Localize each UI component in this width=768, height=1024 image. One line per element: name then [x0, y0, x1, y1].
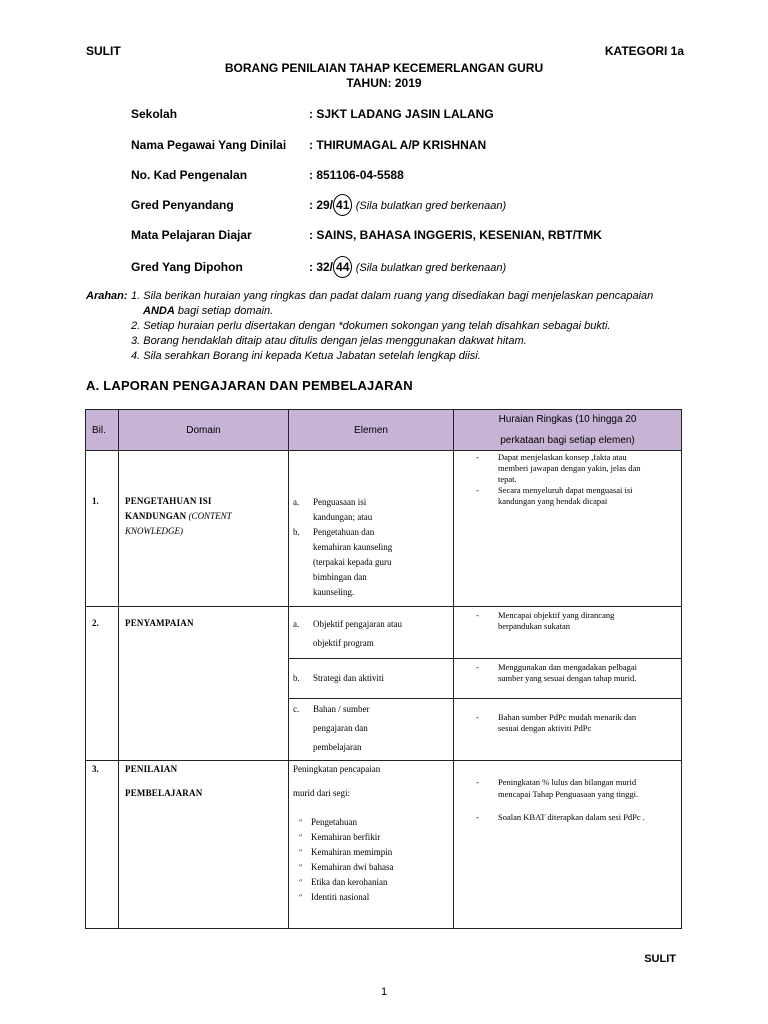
row3-hur-dash-1: - — [476, 777, 479, 787]
row3-bullet-icon: ″ — [299, 818, 303, 827]
row1-bil: 1. — [86, 451, 119, 607]
form-title-block — [0, 61, 768, 91]
row3-huraian — [454, 761, 682, 929]
row2-el-c-3: pembelajaran — [313, 742, 362, 752]
row2-domain-title: PENYAMPAIAN — [125, 618, 194, 628]
arahan-item-1: 1. Sila berikan huraian yang ringkas dan padat dalam ruang yang disediakan bagi menjelaskan pencapaian — [131, 290, 654, 302]
header-domain: Domain — [119, 410, 289, 451]
row3-el-intro-2: murid dari segi: — [293, 788, 350, 798]
assessment-table — [85, 409, 682, 929]
row3-bullet-icon: ″ — [299, 893, 303, 902]
row2-huraian-a — [454, 607, 682, 659]
arahan-label: Arahan: — [86, 290, 128, 302]
row3-hur-1: Peningkatan % lulus dan bilangan murid — [498, 777, 637, 787]
row3-bullet-3: Kemahiran memimpin — [311, 847, 393, 857]
row3-elemen — [289, 761, 454, 929]
gred-dipohon-note: (Sila bulatkan gred berkenaan) — [355, 262, 507, 274]
info-value-gred-dipohon — [309, 260, 506, 274]
row2-hur-c-2: sesuai dengan aktiviti PdPc — [498, 723, 592, 733]
info-label-kad: No. Kad Pengenalan — [131, 168, 248, 182]
info-label-nama: Nama Pegawai Yang Dinilai — [131, 138, 287, 152]
row3-bil: 3. — [86, 761, 119, 929]
section-a-title: A. LAPORAN PENGAJARAN DAN PEMBELAJARAN — [86, 378, 413, 393]
row1-el-b-2: kemahiran kaunseling — [313, 542, 393, 552]
row1-el-b-mark: b. — [293, 527, 300, 537]
info-value-sekolah: : SJKT LADANG JASIN LALANG — [309, 107, 494, 121]
row1-el-b-3: (terpakai kepada guru — [313, 557, 392, 567]
header-huraian-1: Huraian Ringkas (10 hingga 20 — [498, 414, 637, 425]
row3-domain — [119, 761, 289, 929]
row2-el-c-1: Bahan / sumber — [313, 704, 370, 714]
info-label-gred-dipohon: Gred Yang Dipohon — [131, 260, 243, 274]
row2-hur-b-dash: - — [476, 662, 479, 672]
info-value-gred-penyandang — [309, 198, 506, 212]
row1-el-a-2: kandungan; atau — [313, 512, 373, 522]
row2-el-b-mark: b. — [293, 673, 300, 683]
row1-el-a-mark: a. — [293, 497, 300, 507]
info-value-mata-pelajaran: : SAINS, BAHASA INGGERIS, KESENIAN, RBT/TMK — [309, 228, 602, 242]
row2-hur-b-2: sumber yang sesuai dengan tahap murid. — [498, 673, 637, 683]
row1-el-b-1: Pengetahuan dan — [313, 527, 375, 537]
row3-bullet-5: Etika dan kerohanian — [311, 877, 388, 887]
row2-huraian-c — [454, 699, 682, 761]
gred-dipohon-prefix: : 32/ — [309, 260, 334, 274]
row2-el-c-mark: c. — [293, 704, 300, 714]
row1-huraian — [454, 451, 682, 607]
row3-hur-2: mencapai Tahap Penguasaan yang tinggi. — [498, 789, 639, 799]
row2-elemen-a — [289, 607, 454, 659]
sulit-label-bottom: SULIT — [644, 953, 676, 965]
gred-dipohon-circled: 44 — [333, 256, 352, 278]
table-row — [86, 607, 682, 659]
row3-hur-dash-2: - — [476, 812, 479, 822]
row2-huraian-b — [454, 659, 682, 699]
info-label-mata-pelajaran: Mata Pelajaran Diajar — [131, 228, 252, 242]
info-value-nama: : THIRUMAGAL A/P KRISHNAN — [309, 138, 487, 152]
row1-el-b-4: bimbingan dan — [313, 572, 367, 582]
row1-hur-4: Secara menyeluruh dapat menguasai isi — [498, 485, 633, 495]
arahan-item-1-tail: bagi setiap domain. — [174, 305, 274, 317]
row2-bil: 2. — [86, 607, 119, 761]
table-row — [86, 761, 682, 929]
row2-hur-a-dash: - — [476, 610, 479, 620]
row1-el-a-1: Penguasaan isi — [313, 497, 367, 507]
gred-penyandang-circled: 41 — [333, 194, 352, 216]
row2-el-a-2: objektif program — [313, 638, 374, 648]
info-value-kad: : 851106-04-5588 — [309, 168, 404, 182]
table-row — [86, 451, 682, 607]
row1-el-b-5: kaunseling. — [313, 587, 355, 597]
arahan-item-4: 4. Sila serahkan Borang ini kepada Ketua Jabatan setelah lengkap diisi. — [131, 350, 481, 362]
header-bil: Bil. — [86, 410, 119, 451]
row2-el-a-1: Objektif pengajaran atau — [313, 619, 402, 629]
header-huraian — [454, 410, 682, 451]
row2-hur-c-dash: - — [476, 712, 479, 722]
row3-bullet-1: Pengetahuan — [311, 817, 357, 827]
row1-domain — [119, 451, 289, 607]
row1-hur-dash-1: - — [476, 452, 479, 462]
row1-domain-1: PENGETAHUAN ISI — [125, 496, 212, 506]
sulit-label-top: SULIT — [86, 44, 121, 58]
table-header-row — [86, 410, 682, 451]
row1-domain-2-italic: (CONTENT — [186, 511, 232, 521]
row1-domain-2-line — [125, 509, 284, 524]
row3-bullet-icon: ″ — [299, 878, 303, 887]
row2-elemen-b — [289, 659, 454, 699]
arahan-item-3: 3. Borang hendaklah ditaip atau ditulis dengan jelas menggunakan dakwat hitam. — [131, 335, 527, 347]
row2-hur-b-1: Menggunakan dan mengadakan pelbagai — [498, 662, 638, 672]
row2-el-c-2: pengajaran dan — [313, 723, 368, 733]
gred-penyandang-note: (Sila bulatkan gred berkenaan) — [355, 200, 507, 212]
form-year: TAHUN: 2019 — [346, 76, 422, 90]
page-number: 1 — [380, 986, 388, 998]
row3-bullet-icon: ″ — [299, 848, 303, 857]
row3-bullet-6: Identiti nasional — [311, 892, 370, 902]
row3-domain-2: PEMBELAJARAN — [125, 788, 203, 798]
info-label-sekolah: Sekolah — [131, 107, 178, 121]
row1-hur-2: memberi jawapan dengan yakin, jelas dan — [498, 463, 641, 473]
arahan-anda: ANDA — [143, 305, 175, 317]
row2-elemen-c — [289, 699, 454, 761]
row3-bullet-icon: ″ — [299, 863, 303, 872]
row1-hur-5: kandungan yang hendak dicapai — [498, 496, 608, 506]
row1-hur-3: tepat. — [498, 474, 517, 484]
row2-domain — [119, 607, 289, 761]
row3-el-intro-1: Peningkatan pencapaian — [293, 764, 381, 774]
row3-bullet-icon: ″ — [299, 833, 303, 842]
arahan-item-2: 2. Setiap huraian perlu disertakan dengan *dokumen sokongan yang telah disahkan sebagai bukti. — [131, 320, 611, 332]
row2-el-b-1: Strategi dan aktiviti — [313, 673, 384, 683]
row3-bullet-2: Kemahiran berfikir — [311, 832, 381, 842]
header-huraian-2: perkataan bagi setiap elemen) — [500, 435, 635, 446]
row1-domain-2: KANDUNGAN — [125, 511, 187, 521]
row3-bullet-4: Kemahiran dwi bahasa — [311, 862, 394, 872]
row1-hur-dash-2: - — [476, 485, 479, 495]
row2-hur-a-2: berpandukan sukatan — [498, 621, 570, 631]
gred-penyandang-prefix: : 29/ — [309, 198, 334, 212]
form-title: BORANG PENILAIAN TAHAP KECEMERLANGAN GURU — [224, 61, 544, 75]
info-label-gred-penyandang: Gred Penyandang — [131, 198, 234, 212]
row2-hur-c-1: Bahan sumber PdPc mudah menarik dan — [498, 712, 637, 722]
row1-elemen — [289, 451, 454, 607]
arahan-list — [131, 289, 691, 364]
row1-domain-3: KNOWLEDGE) — [125, 526, 183, 536]
kategori-label: KATEGORI 1a — [604, 44, 684, 58]
header-elemen: Elemen — [289, 410, 454, 451]
row3-domain-1: PENILAIAN — [125, 764, 178, 774]
arahan-item-1-cont — [131, 304, 691, 319]
row2-el-a-mark: a. — [293, 619, 300, 629]
row2-hur-a-1: Mencapai objektif yang dirancang — [498, 610, 615, 620]
row1-hur-1: Dapat menjelaskan konsep ,fakta atau — [498, 452, 627, 462]
row3-hur-3: Soalan KBAT diterapkan dalam sesi PdPc . — [498, 812, 645, 822]
